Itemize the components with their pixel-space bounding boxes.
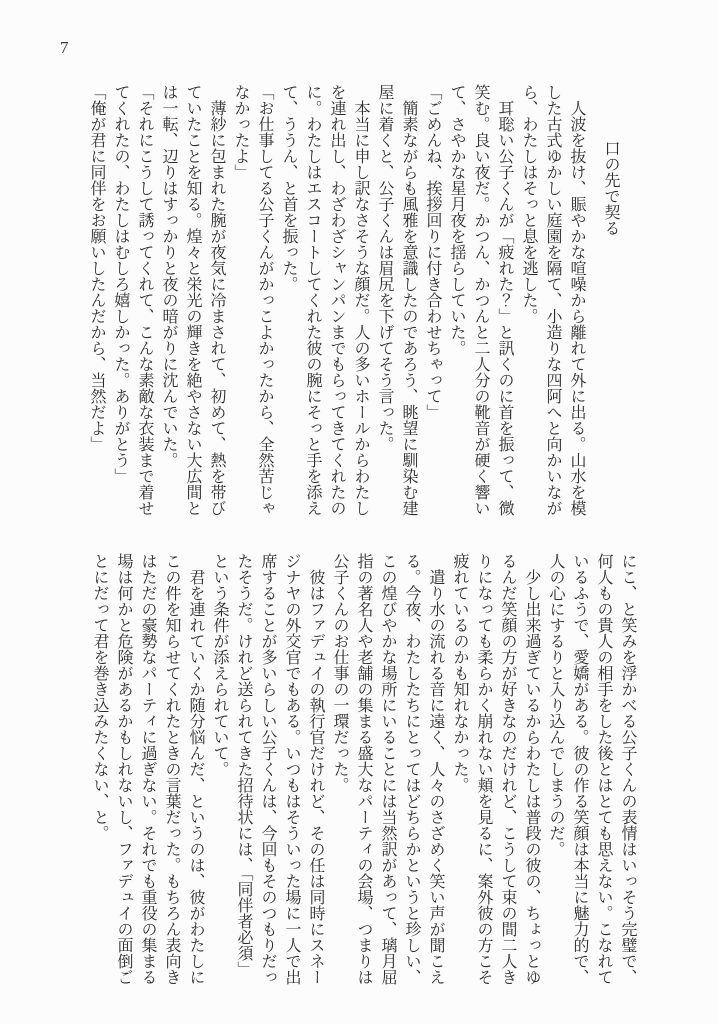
text-line: る。今夜、わたしたちにとってはどちらかというと珍しい、: [403, 553, 420, 985]
page-number: 7: [60, 38, 69, 57]
text-line: たそうだ。けれど送られてきた招待状には、「同伴者必須」: [235, 553, 252, 977]
text-line: にこ、と笑みを浮かべる公子くんの表情はいっそう完璧で、: [619, 553, 636, 985]
text-line: 疲れているのかも知れなかった。: [451, 553, 468, 793]
text-line: て、ううん、と首を振った。: [280, 84, 297, 292]
text-line: 耳聡い公子くんが「疲れた？」と訊くのに首を振って、微: [496, 84, 513, 516]
text-line: て、さやかな星月夜を揺らしていた。: [448, 84, 465, 356]
text-line: 少し出来過ぎているからわたしは普段の彼の、ちょっとゆ: [523, 553, 540, 985]
bottom-band-lines: [87, 553, 639, 991]
text-line: 「それにこうして誘ってくれて、こんな素敵な衣装まで着せ: [136, 84, 153, 516]
text-line: ジナヤの外交官でもある。いつもはそういった場に一人で出: [283, 553, 300, 985]
text-line: なかったよ」: [232, 84, 249, 180]
text-line: この件を知らせてくれたときの言葉だった。もちろん表向き: [163, 553, 180, 985]
text-line: 「お仕事してる公子くんがかっこよかったから、全然苦じゃ: [256, 84, 273, 516]
text-line: 場は何かと危険があるかもしれないし、ファデュイの面倒ご: [115, 553, 132, 985]
text-line: ていたことを知る。煌々と栄光の輝きを絶やさない大広間と: [184, 84, 201, 516]
text-line: 本当に申し訳なさそうな顔だ。人の多いホールからわたし: [352, 84, 369, 516]
text-line: 薄紗に包まれた腕が夜気に冷まされて、初めて、熱を帯び: [208, 84, 225, 516]
text-line: 「ごめんね、挨拶回りに付き合わせちゃって」: [424, 84, 441, 420]
bottom-text-band: [87, 553, 639, 991]
text-line: いるふうで、愛嬌がある。彼の作る笑顔は本当に魅力的で、: [571, 553, 588, 985]
text-line: てくれたの、わたしはむしろ嬉しかった。ありがとう」: [112, 84, 129, 484]
text-line: 指の著名人や老舗の集まる盛大なパーティの会場、つまりは: [355, 553, 372, 985]
text-line: 何人もの貴人の相手をした後とはとても思えない。こなれて: [595, 553, 612, 985]
text-line: に。わたしはエスコートしてくれた彼の腕にそっと手を添え: [304, 84, 321, 516]
text-line: 彼はファデュイの執行官だけれど、その任は同時にスネー: [307, 553, 324, 985]
text-line: 簡素ながらも風雅を意識したのであろう、眺望に馴染む建: [400, 84, 417, 516]
text-line: ら、わたしはそっと息を逃した。: [520, 84, 537, 324]
text-line: この煌びやかな場所にいることには当然訳があって、璃月屈: [379, 553, 396, 985]
text-line: 遣り水の流れる音に遠く、人々のさざめく笑い声が聞こえ: [427, 553, 444, 985]
text-line: 「俺が君に同伴をお願いしたんだから、当然だよ」: [88, 84, 105, 452]
title-spacer-line: [588, 84, 598, 522]
text-line: という条件が添えられていて。: [211, 553, 228, 777]
text-line: 人波を抜け、賑やかな喧噪から離れて外に出る。山水を模: [568, 84, 585, 516]
text-line: 屋に着くと、公子くんは眉尻を下げてそう言った。: [376, 84, 393, 452]
text-line: 笑む。良い夜だ。かつん、かつんと二人分の靴音が硬く響い: [472, 84, 489, 516]
text-line: 席することが多いらしい公子くんは、今回もそのつもりだっ: [259, 553, 276, 985]
chapter-title: 口の先で契る: [602, 140, 619, 236]
text-line: した古式ゆかしい庭園を隔て、小造りな四阿へと向かいなが: [544, 84, 561, 516]
text-line: 君を連れていくか随分悩んだ、というのは、彼がわたしに: [187, 553, 204, 985]
text-line: は一転、辺りはすっかりと夜の暗がりに沈んでいた。: [160, 84, 177, 468]
text-line: を連れ出し、わざわざシャンパンまでもらってきてくれたの: [328, 84, 345, 516]
text-line: 人の心にするりと入り込んでしまうのだ。: [547, 553, 564, 857]
top-band-lines: [84, 84, 588, 522]
text-line: はただの豪勢なパーティに過ぎない。それでも重役の集まる: [139, 553, 156, 985]
top-text-band: [84, 84, 622, 522]
text-line: りになっても柔らかく崩れない頬を見るに、案外彼の方こそ: [475, 553, 492, 985]
text-line: るんだ笑顔の方が好きなのだけれど、こうして束の間二人き: [499, 553, 516, 985]
text-line: 公子くんのお仕事の一環だった。: [331, 553, 348, 793]
text-line: とにだって君を巻き込みたくない、と。: [91, 553, 108, 841]
